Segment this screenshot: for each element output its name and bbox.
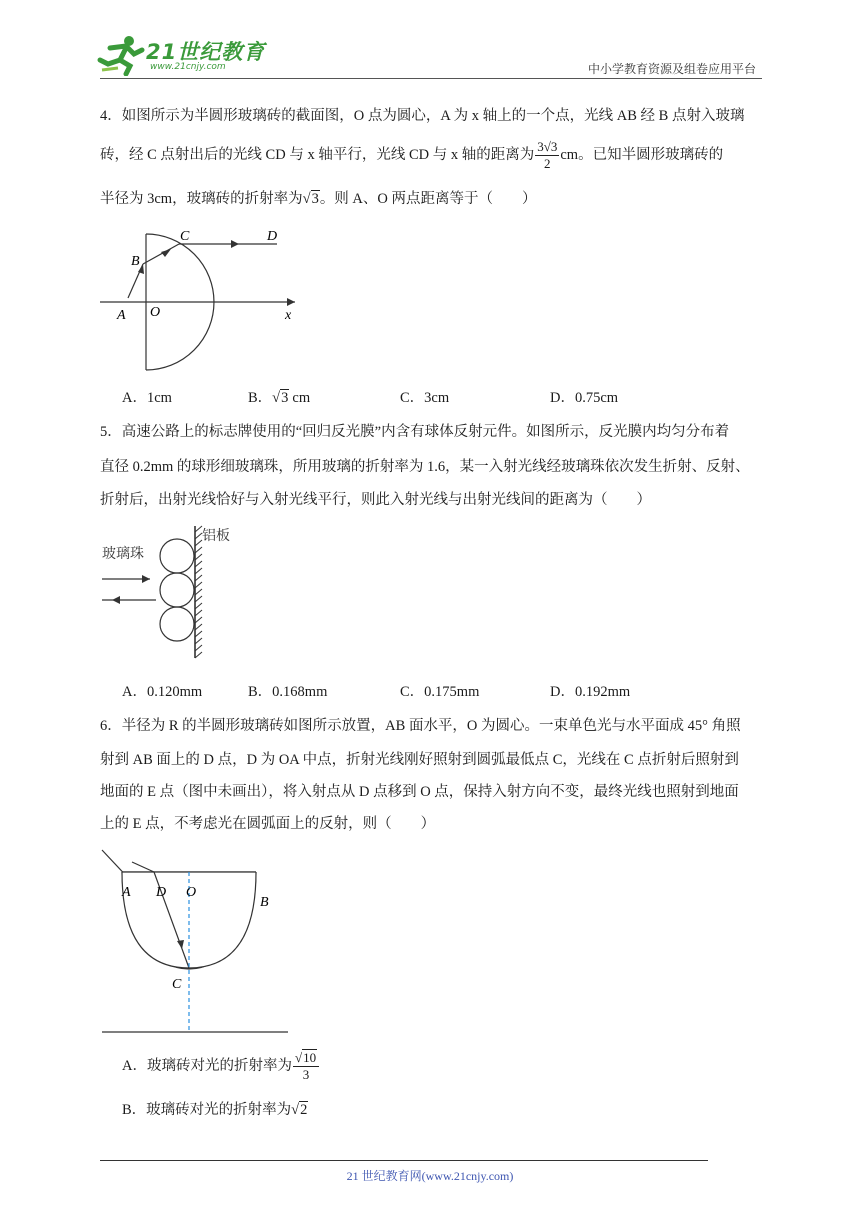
q4-line-1: 4．如图所示为半圆形玻璃砖的截面图，O 点为圆心，A 为 x 轴上的一个点，光线 AB 经 B 点射入玻璃: [100, 108, 745, 124]
q4-line-3: 半径为 3cm，玻璃砖的折射率为√3。则 A、O 两点距离等于（ ）: [100, 183, 762, 215]
q6-line-4: 上的 E 点，不考虑光在圆弧面上的反射，则（ ）: [100, 816, 436, 832]
logo-runner-icon: [96, 34, 148, 76]
q6-label-C: C: [172, 977, 182, 992]
q4-label-C: C: [180, 229, 190, 244]
q6-line-1: 6．半径为 R 的半圆形玻璃砖如图所示放置，AB 面水平，O 为圆心。一束单色光与水平面成 45° 角照: [100, 718, 741, 734]
q6-option-a-fraction: $\frac{√10}{3}$: [293, 1050, 319, 1083]
header-right-text: 中小学教育资源及组卷应用平台: [587, 62, 756, 76]
q5-option-d[interactable]: D．0.192mm: [550, 684, 631, 700]
q5-option-a[interactable]: A．0.120mm: [122, 684, 203, 700]
q6-label-D: D: [156, 885, 167, 900]
q6-label-O: O: [186, 885, 197, 900]
q5-option-b[interactable]: B．0.168mm: [248, 684, 328, 700]
q5-line-2: 直径 0.2mm 的球形细玻璃珠，所用玻璃的折射率为 1.6，某一入射光线经玻璃珠依次发生折射、反射、: [100, 459, 750, 475]
q6-line-3: 地面的 E 点（图中未画出），将入射点从 D 点移到 O 点，保持入射方向不变，最终光线也照射到地面: [100, 784, 739, 800]
q5-label-beads: 玻璃珠: [102, 546, 144, 562]
q4-line-2: 砖，经 C 点射出后的光线 CD 与 x 轴平行，光线 CD 与 x 轴的距离为 $\frac{3√3}{2}$ cm。已知半圆形玻璃砖的: [100, 139, 724, 172]
q4-option-b[interactable]: B．√3 cm: [248, 390, 311, 406]
q6-label-B: B: [260, 895, 269, 910]
q4-sqrt: √3: [302, 191, 319, 207]
q4-fraction: $\frac{3√3}{2}$: [537, 139, 558, 172]
footer-text[interactable]: 21 世纪教育网(www.21cnjy.com): [346, 1169, 514, 1183]
q5-label-plate: 铝板: [202, 528, 230, 544]
header: [0, 0, 860, 80]
q4-figure: [95, 222, 310, 382]
q4-label-D: D: [267, 229, 278, 244]
q6-line-2: 射到 AB 面上的 D 点，D 为 OA 中点，折射光线刚好照射到圆弧最低点 C，光线在 C 点折射后照射到: [100, 752, 739, 768]
q4-option-d[interactable]: D．0.75cm: [550, 390, 619, 406]
q4-label-A: A: [117, 308, 126, 323]
logo-url: www.21cnjy.com: [150, 62, 226, 72]
logo-text: 21世纪教育: [146, 40, 266, 64]
q5-line-3: 折射后，出射光线恰好与入射光线平行，则此入射光线与出射光线间的距离为（ ）: [100, 492, 651, 508]
q6-figure: [98, 846, 298, 1036]
footer-rule: [100, 1160, 708, 1161]
q6-label-A: A: [122, 885, 131, 900]
q4-label-B: B: [131, 254, 140, 269]
q4-label-O: O: [150, 305, 161, 320]
q6-option-a[interactable]: A．玻璃砖对光的折射率为 $\frac{√10}{3}$: [122, 1046, 320, 1086]
q4-option-a[interactable]: A．1cm: [122, 390, 172, 406]
q5-figure: [98, 522, 248, 662]
q4-label-x: x: [285, 308, 292, 323]
header-rule: [100, 78, 762, 79]
q5-line-1: 5．高速公路上的标志牌使用的“回归反光膜”内含有球体反射元件。如图所示，反光膜内均匀分布着: [100, 424, 730, 440]
q6-option-b[interactable]: B．玻璃砖对光的折射率为√2: [122, 1102, 308, 1118]
q4-option-c[interactable]: C．3cm: [400, 390, 450, 406]
q5-option-c[interactable]: C．0.175mm: [400, 684, 480, 700]
